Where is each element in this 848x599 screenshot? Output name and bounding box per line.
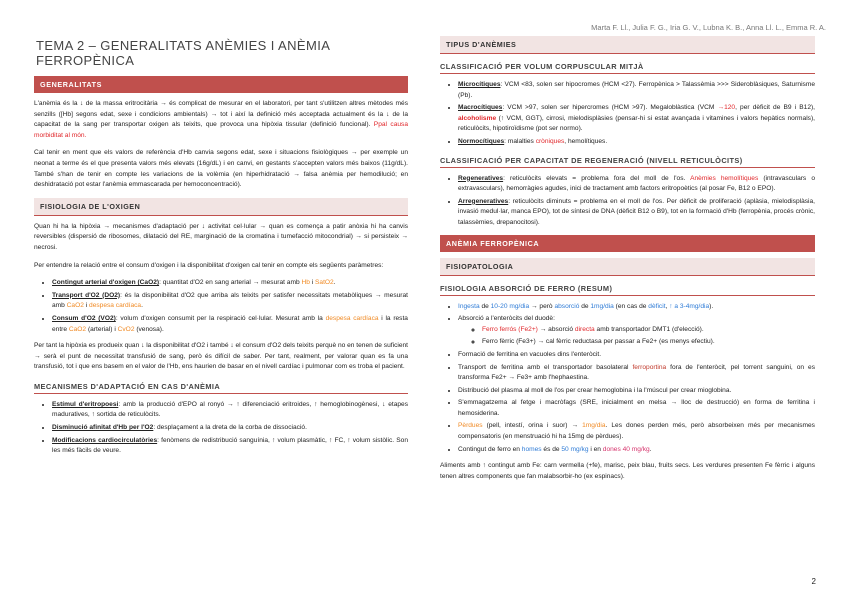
generalitats-paragraph-1: L'anèmia és la ↓ de la massa eritrocitària → és complicat de mesurar en el laboratori, per tant s'utilitzen altres mètodes més senzills ([Hb] segons edat, sexe i condicions ambientals) → tot i així la definició més acceptada actualment és la ↓ de la capacitat de la sang per transportar oxigen als teixits, que provoca una hipòxia tissular (definició funcional). Ppal causa morbiditat al món. [34,100,409,139]
right-column [440,36,815,489]
fisiologia-paragraph-3: Per tant la hipòxia es produeix quan ↓ la disponibilitat d'O2 i també ↓ el consum d'O2 dels teixits perquè no en tenen de suficient → serà el punt de necessitat transfusió de sang, però és difícil de saber. Per tant, realment, per valorar quan es fa una transfusió, tot i que ens basem en el valor de l'Hb, ens haurien de basar en el nivell cardíac i pulmonar com es troba el pacient. [34,342,408,371]
list-item: • Absorció a l'enteròcits del duodè: ◦ Ferro ferrós (Fe2+) → absorció directa amb transportador DMT1 (d'elecció). ◦ Ferro fèrric (Fe3+) → cal fèrric reductasa per passar a Fe2+ (es menys efectiu). [458,314,815,348]
absorcio-list [440,302,815,456]
section-header-anemia-ferropenica: ANÈMIA FERROPÈNICA [440,235,815,252]
list-item: • Modificacions cardiocirculatòries: fenòmens de redistribució sanguínia, ↑ volum plasmàtic, ↑ FC, ↑ volum sistòlic. Son les més fàcils de veure. [52,436,408,457]
list-item: • Normocítiques: malalties cròniques, hemolítiques. [458,137,815,148]
ferro-types-list [458,325,815,348]
subsection-absorcio-ferro: FISIOLOGIA ABSORCIÓ DE FERRO (RESUM) [440,282,815,296]
vcm-list [440,80,815,148]
section-header-tipus-anemies: TIPUS D'ANÈMIES [440,36,815,54]
subsection-regeneracio: CLASSIFICACIÓ PER CAPACITAT DE REGENERACIÓ (NIVELL RETICULÒCITS) [440,154,815,168]
section-header-fisiopatologia: FISIOPATOLOGIA [440,258,815,276]
left-column [34,36,408,463]
fisiologia-paragraph-1: Quan hi ha la hipòxia → mecanismes d'adaptació per ↓ activitat cel·lular → quan es comença a patir anòxia hi ha canvis reversibles (dispersió de ribosomes, dilatació del RE, marginació de la cromatina i tumefacció mitocondrial) → si persisteix → necrosi. [34,222,408,251]
section-header-fisiologia-oxigen: FISIOLOGIA DE L'OXIGEN [34,198,408,216]
list-item: • Estímul d'eritropoesi: amb la producció d'EPO al ronyó → ↑ diferenciació eritroides, ↑ hemoglobinogènesi, ↓ etapes maduratives, ↑ sortida de reticulòcits. [52,400,408,421]
list-item: ◦ Ferro fèrric (Fe3+) → cal fèrric reductasa per passar a Fe2+ (es menys efectiu). [482,337,815,348]
list-item: • S'emmagatzema al fetge i macròfags (SRE, inicialment en melsa → lloc de destrucció) en forma de ferritina i hemosiderina. [458,398,815,419]
page-title: TEMA 2 – GENERALITATS ANÈMIES I ANÈMIA FERROPÈNICA [36,38,330,68]
regeneracio-list [440,174,815,229]
list-item: • Distribució del plasma al moll de l'os per crear hemoglobina i la l'múscul per crear mioglobina. [458,386,815,397]
aliments-paragraph: Aliments amb ↑ contingut amb Fe: carn vermella (+fe), marisc, peix blau, fruits secs. Les verdures presenten Fe fèrric i alguns tenen altres components que fan malabsorbir-ho (ex espinacs). [440,462,815,480]
list-item: • Transport de ferritina amb el transportador basolateral ferroportina fora de l'enteròcit, pel torrent sanguini, on es transforma Fe2+ → Fe3+ amb l'hephaestina. [458,363,815,384]
list-item: • Contingut de ferro en homes és de 50 mg/kg i en dones 40 mg/kg. [458,445,815,456]
list-item: • Regeneratives: reticulòcits elevats = problema fora del moll de l'os. Anèmies hemolítiques (intravasculars o extravasculars), hemorràgies agudes, inici de tractament amb factors eritropoètics (al posar Fe, B12 o EPO). [458,174,815,195]
generalitats-paragraph-2: Cal tenir en ment que els valors de referència d'Hb canvia segons edat, sexe i situacions fisiològiques → per exemple un neonat a terme és el que presenta valors més elevats (16g/dL) i en canvi, en gestants s'accepten valors més baixos (11g/dL). També s'han de tenir en compte les variacions de la volèmia (en hiperhidratació → falsa anèmia per hemodilució; en deshidratació pot estar l'anèmia emmascarada per hemoconcentració). [34,149,408,189]
list-item: ◦ Ferro ferrós (Fe2+) → absorció directa amb transportador DMT1 (d'elecció). [482,325,815,336]
list-item: • Pèrdues (pell, intestí, orina i suor) → 1mg/dia. Les dones perden més, però absorbeixen més per mecanismes compensatoris (en menstruació hi ha 15mg de pèrdues). [458,421,815,442]
list-item: • Disminució afinitat d'Hb per l'O2: desplaçament a la dreta de la corba de dissociació. [52,423,408,434]
list-item: • Arregeneratives: reticulòcits diminuts = problema en el moll de l'os. Per dèficit de proliferació (aplàsia, mielodisplàsia, invasió medul·lar, manca EPO), tot de síntesi de DNA (dèficit B12 o B9), tot en la formació d'Hb (ferropènia, procés crònic, talassèmies, drepanocitosi). [458,197,815,229]
list-item: • Contingut arterial d'oxigen (CaO2): quantitat d'O2 en sang arterial → mesurat amb Hb i SatO2. [52,278,408,289]
fisiologia-paragraph-2: Per entendre la relació entre el consum d'oxigen i la disponibilitat d'oxigen cal tenir en compte els següents paràmetres: [34,261,384,269]
section-header-generalitats: GENERALITATS [34,76,408,93]
header-authors: Marta F. Ll., Julia F. G., Iria G. V., Lubna K. B., Anna Ll. L., Emma R. A. [591,23,826,32]
subsection-vcm: CLASSIFICACIÓ PER VOLUM CORPUSCULAR MITJÀ [440,60,815,74]
page-number: 2 [811,577,816,586]
mecanismes-list [34,400,408,457]
list-item: • Formació de ferritina en vacuoles dins l'enteròcit. [458,350,815,361]
section-header-mecanismes: MECANISMES D'ADAPTACIÓ EN CAS D'ANÈMIA [34,380,408,394]
list-item: • Ingesta de 10-20 mg/dia → però absorció de 1mg/dia (en cas de dèficit, ↑ a 3-4mg/dia). [458,302,815,313]
list-item: • Microcítiques: VCM <83, solen ser hipocromes (HCM <27). Ferropènica > Talassèmia >>> Sideroblàsiques, Saturnisme (Pb). [458,80,815,101]
list-item: • Transport d'O2 (DO2): és la disponibilitat d'O2 que arriba als teixits per satisfer necessitats metabòliques → mesurat amb CaO2 i despesa cardíaca. [52,291,408,312]
list-item: • Consum d'O2 (VO2): volum d'oxigen consumit per la respiració cel·lular. Mesurat amb la despesa cardíaca i la resta entre CaO2 (arterial) i CvO2 (venosa). [52,314,408,335]
oxigen-parameters-list [34,278,408,335]
list-item: • Macrocítiques: VCM >97, solen ser hipercromes (HCM >97). Megaloblàstica (VCM →120, per dèficit de B9 i B12), alcoholisme (↑ VCM, GGT), cirrosi, mielodisplàsies (pensar-hi si estat avançada i vitamines i valors hepàtics normals), reticulòcits, hipotiroïdisme (pot ser normo). [458,103,815,135]
